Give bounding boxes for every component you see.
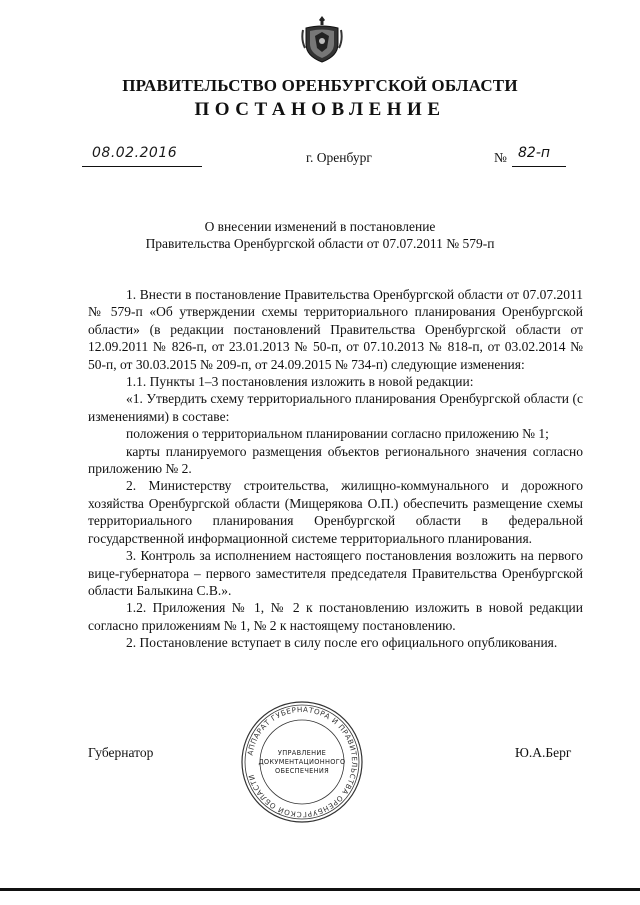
official-stamp [240, 700, 364, 824]
coat-of-arms-icon [301, 14, 343, 64]
paragraph-6: 2. Министерству строительства, жилищно-коммунального и дорожного хозяйства Оренбургской области (Мищерякова О.П.) обеспечить размещение схемы территориального планирования Оренбургской области в федеральной государственной информационной системе территориального планирования. [88, 478, 583, 546]
document-type: ПОСТАНОВЛЕНИЕ [194, 99, 446, 120]
signatory-name: Ю.А.Берг [515, 745, 572, 760]
stamp-ring-text: АППАРАТ ГУБЕРНАТОРА И ПРАВИТЕЛЬСТВА ОРЕНБУРГСКОЙ ОБЛАСТИ [245, 704, 360, 820]
document-meta [0, 145, 640, 174]
signatory-role: Губернатор [88, 745, 154, 760]
paragraph-7: 3. Контроль за исполнением настоящего постановления возложить на первого вице-губернатора – первого заместителя председателя Правительства Оренбургской области Балыкина С.В.». [88, 548, 583, 598]
paragraph-8: 1.2. Приложения № 1, № 2 к постановлению изложить в новой редакции согласно приложениям № 1, № 2 к настоящему постановлению. [88, 600, 583, 633]
paragraph-2: 1.1. Пункты 1–3 постановления изложить в новой редакции: [126, 374, 474, 390]
stamp-line-3: ОБЕСПЕЧЕНИЯ [274, 766, 330, 775]
number-field [512, 145, 566, 167]
number-label: № [494, 150, 507, 165]
city: г. Оренбург [306, 150, 372, 165]
subject-line-1: О внесении изменений в постановление [204, 219, 436, 234]
paragraph-3: «1. Утвердить схему территориального планирования Оренбургской области (с изменениями) в составе: [88, 391, 583, 424]
government-title: ПРАВИТЕЛЬСТВО ОРЕНБУРГСКОЙ ОБЛАСТИ [122, 76, 518, 95]
paragraph-9: 2. Постановление вступает в силу после его официального опубликования. [126, 635, 558, 651]
date-field [82, 145, 202, 167]
document-date: 08.02.2016 [92, 145, 178, 161]
paragraph-5: карты планируемого размещения объектов регионального значения согласно приложению № 2. [88, 443, 583, 477]
document-number: 82-п [518, 145, 551, 161]
subject-line-2: Правительства Оренбургской области от 07.07.2011 № 579-п [145, 236, 495, 251]
stamp-center [240, 700, 364, 824]
document-body [88, 286, 583, 652]
stamp-line-1: УПРАВЛЕНИЕ [277, 748, 327, 757]
stamp-line-2: ДОКУМЕНТАЦИОННОГО [258, 757, 346, 766]
document-subject [0, 218, 640, 252]
paragraph-1: 1. Внести в постановление Правительства Оренбургской области от 07.07.2011 № 579-п «Об утверждении схемы территориального планирования Оренбургской области» (в редакции постановлений Правительства Оренбургской области от 12.09.2011 № 826-п, от 23.01.2013 № 50-п, от 07.10.2013 № 818-п, от 03.02.2014 № 50-п, от 30.03.2015 № 209-п, от 24.09.2015 № 734-п) следующие изменения: [88, 287, 583, 372]
bottom-divider [0, 888, 640, 891]
paragraph-4: положения о территориальном планировании согласно приложению № 1; [126, 426, 549, 442]
